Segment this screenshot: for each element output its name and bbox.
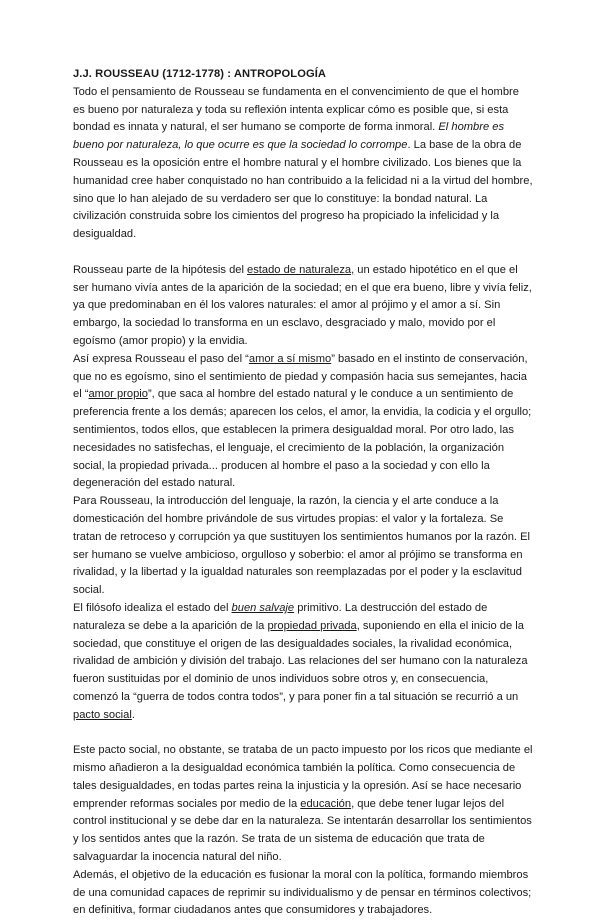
text: . La base de la obra de Rousseau es la oposición entre el hombre natural y el hombre civilizado. Los bienes que la humanidad cree haber conquistado no han contribuido a la felicidad ni a la virtud del hombre, sino que lo han alejado de su verdadero ser que lo constituye: la bondad natural. La civilización construida sobre los cimientos del progreso ha propiciado la infelicidad y la desigualdad. bbox=[73, 139, 533, 241]
spacer bbox=[73, 724, 533, 742]
term-underlined: estado de naturaleza, bbox=[247, 263, 355, 276]
page-title: J.J. ROUSSEAU (1712-1778) : ANTROPOLOGÍA bbox=[73, 68, 327, 80]
spacer bbox=[73, 244, 533, 262]
text: Este pacto social, no obstante, se trataba de un pacto impuesto por los ricos que mediante el mismo añadieron a la desigualdad económica también la política. Como consecuencia de tales desigualdades, en todas partes reina la injusticia y la opresión. Así se hace necesario emprender reformas sociales por medio de la bbox=[73, 744, 533, 810]
paragraph-lenguaje-razon: Para Rousseau, la introducción del lenguaje, la razón, la ciencia y el arte conduce a la domesticación del hombre privándole de sus virtudes propias: el valor y la fortaleza. Se tratan de retroceso y corrupción ya que sustituyen los sentimientos humanos por la razón. El ser humano se vuelve ambicioso, orgulloso y soberbio: el amor al prójimo se transforma en rivalidad, y la libertad y la igualdad naturales son reemplazadas por el poder y la esclavitud social. bbox=[73, 495, 531, 597]
text: Así expresa Rousseau el paso del “ bbox=[73, 352, 249, 365]
text: un estado hipotético en el que el ser humano vivía antes de la aparición de la sociedad; en el que era bueno, libre y vivía feliz, ya que predominaban en él los valores naturales: el amor al prójimo y el amor a sí. Sin embargo, la sociedad lo transforma en un esclavo, desgraciado y malo, movido por el egoísmo (amor propio) y la envidia. bbox=[73, 263, 532, 347]
text: Rousseau parte de la hipótesis del bbox=[73, 263, 248, 276]
document-body bbox=[73, 66, 533, 920]
term-underlined: pacto social bbox=[73, 708, 132, 721]
text: El filósofo idealiza el estado del bbox=[73, 601, 232, 614]
paragraph-buen-salvaje bbox=[73, 600, 533, 725]
paragraph-educacion: Además, el objetivo de la educación es fusionar la moral con la política, formando miembros de una comunidad capaces de reprimir su individualismo y de pensar en términos colectivos; en definitiva, formar ciudadanos antes que consumidores y trabajadores. bbox=[73, 868, 532, 917]
paragraph-pacto-social bbox=[73, 742, 533, 867]
term-underlined: educación bbox=[300, 797, 352, 810]
text: ”, que saca al hombre del estado natural y le conduce a un sentimiento de preferencia frente a los demás; aparecen los celos, el amor, la envidia, la codicia y el orgullo; sentimientos, todos ellos, que establecen la primera desigualdad moral. Por otro lado, las necesidades no satisfechas, el lenguaje, el crecimiento de la población, la organización social, la propiedad privada... producen al hombre el paso a la sociedad y con ello la degeneración del estado natural. bbox=[73, 388, 532, 490]
text: primitivo. La destrucción del estado de naturaleza se debe a la aparición de la bbox=[73, 601, 488, 632]
paragraph-intro bbox=[73, 84, 533, 244]
term-underlined: amor propio bbox=[88, 388, 148, 401]
term-underlined: propiedad privada bbox=[267, 619, 357, 632]
text: Todo el pensamiento de Rousseau se fundamenta en el convencimiento de que el hombre es bueno por naturaleza y toda su reflexión intenta explicar cómo es posible que, si esta bondad es innata y natural, el ser humano se comporte de forma inmoral. bbox=[73, 85, 519, 134]
text: , suponiendo en ella el inicio de la sociedad, que constituye el origen de las desigualdades sociales, la rivalidad económica, rivalidad de ambición y división del trabajo. Las relaciones del ser humano con la naturaleza fueron sustituidas por el dominio de unos individuos sobre otros y, en consecuencia, comenzó la “guerra de todos contra todos”, y para poner fin a tal situación se recurrió a un bbox=[73, 619, 528, 703]
paragraph-amor bbox=[73, 351, 533, 493]
text: . bbox=[131, 708, 135, 721]
quote-italic: El hombre es bueno por naturaleza, lo que ocurre es que la sociedad lo corrompe bbox=[73, 121, 505, 152]
text: , que debe tener lugar lejos del control institucional y se debe dar en la naturaleza. Se intentarán desarrollar los sentimientos y los sentidos antes que la razón. Se trata de un sistema de educación que trata de salvaguardar la inocencia natural del niño. bbox=[73, 797, 532, 864]
text: ” basado en el instinto de conservación, que no es egoísmo, sino el sentimiento de piedad y compasión hacia sus semejantes, hacia el “ bbox=[73, 352, 528, 401]
term-underlined-italic: buen salvaje bbox=[231, 601, 295, 614]
paragraph-estado-naturaleza bbox=[73, 262, 533, 351]
term-underlined: amor a sí mismo bbox=[248, 352, 332, 365]
